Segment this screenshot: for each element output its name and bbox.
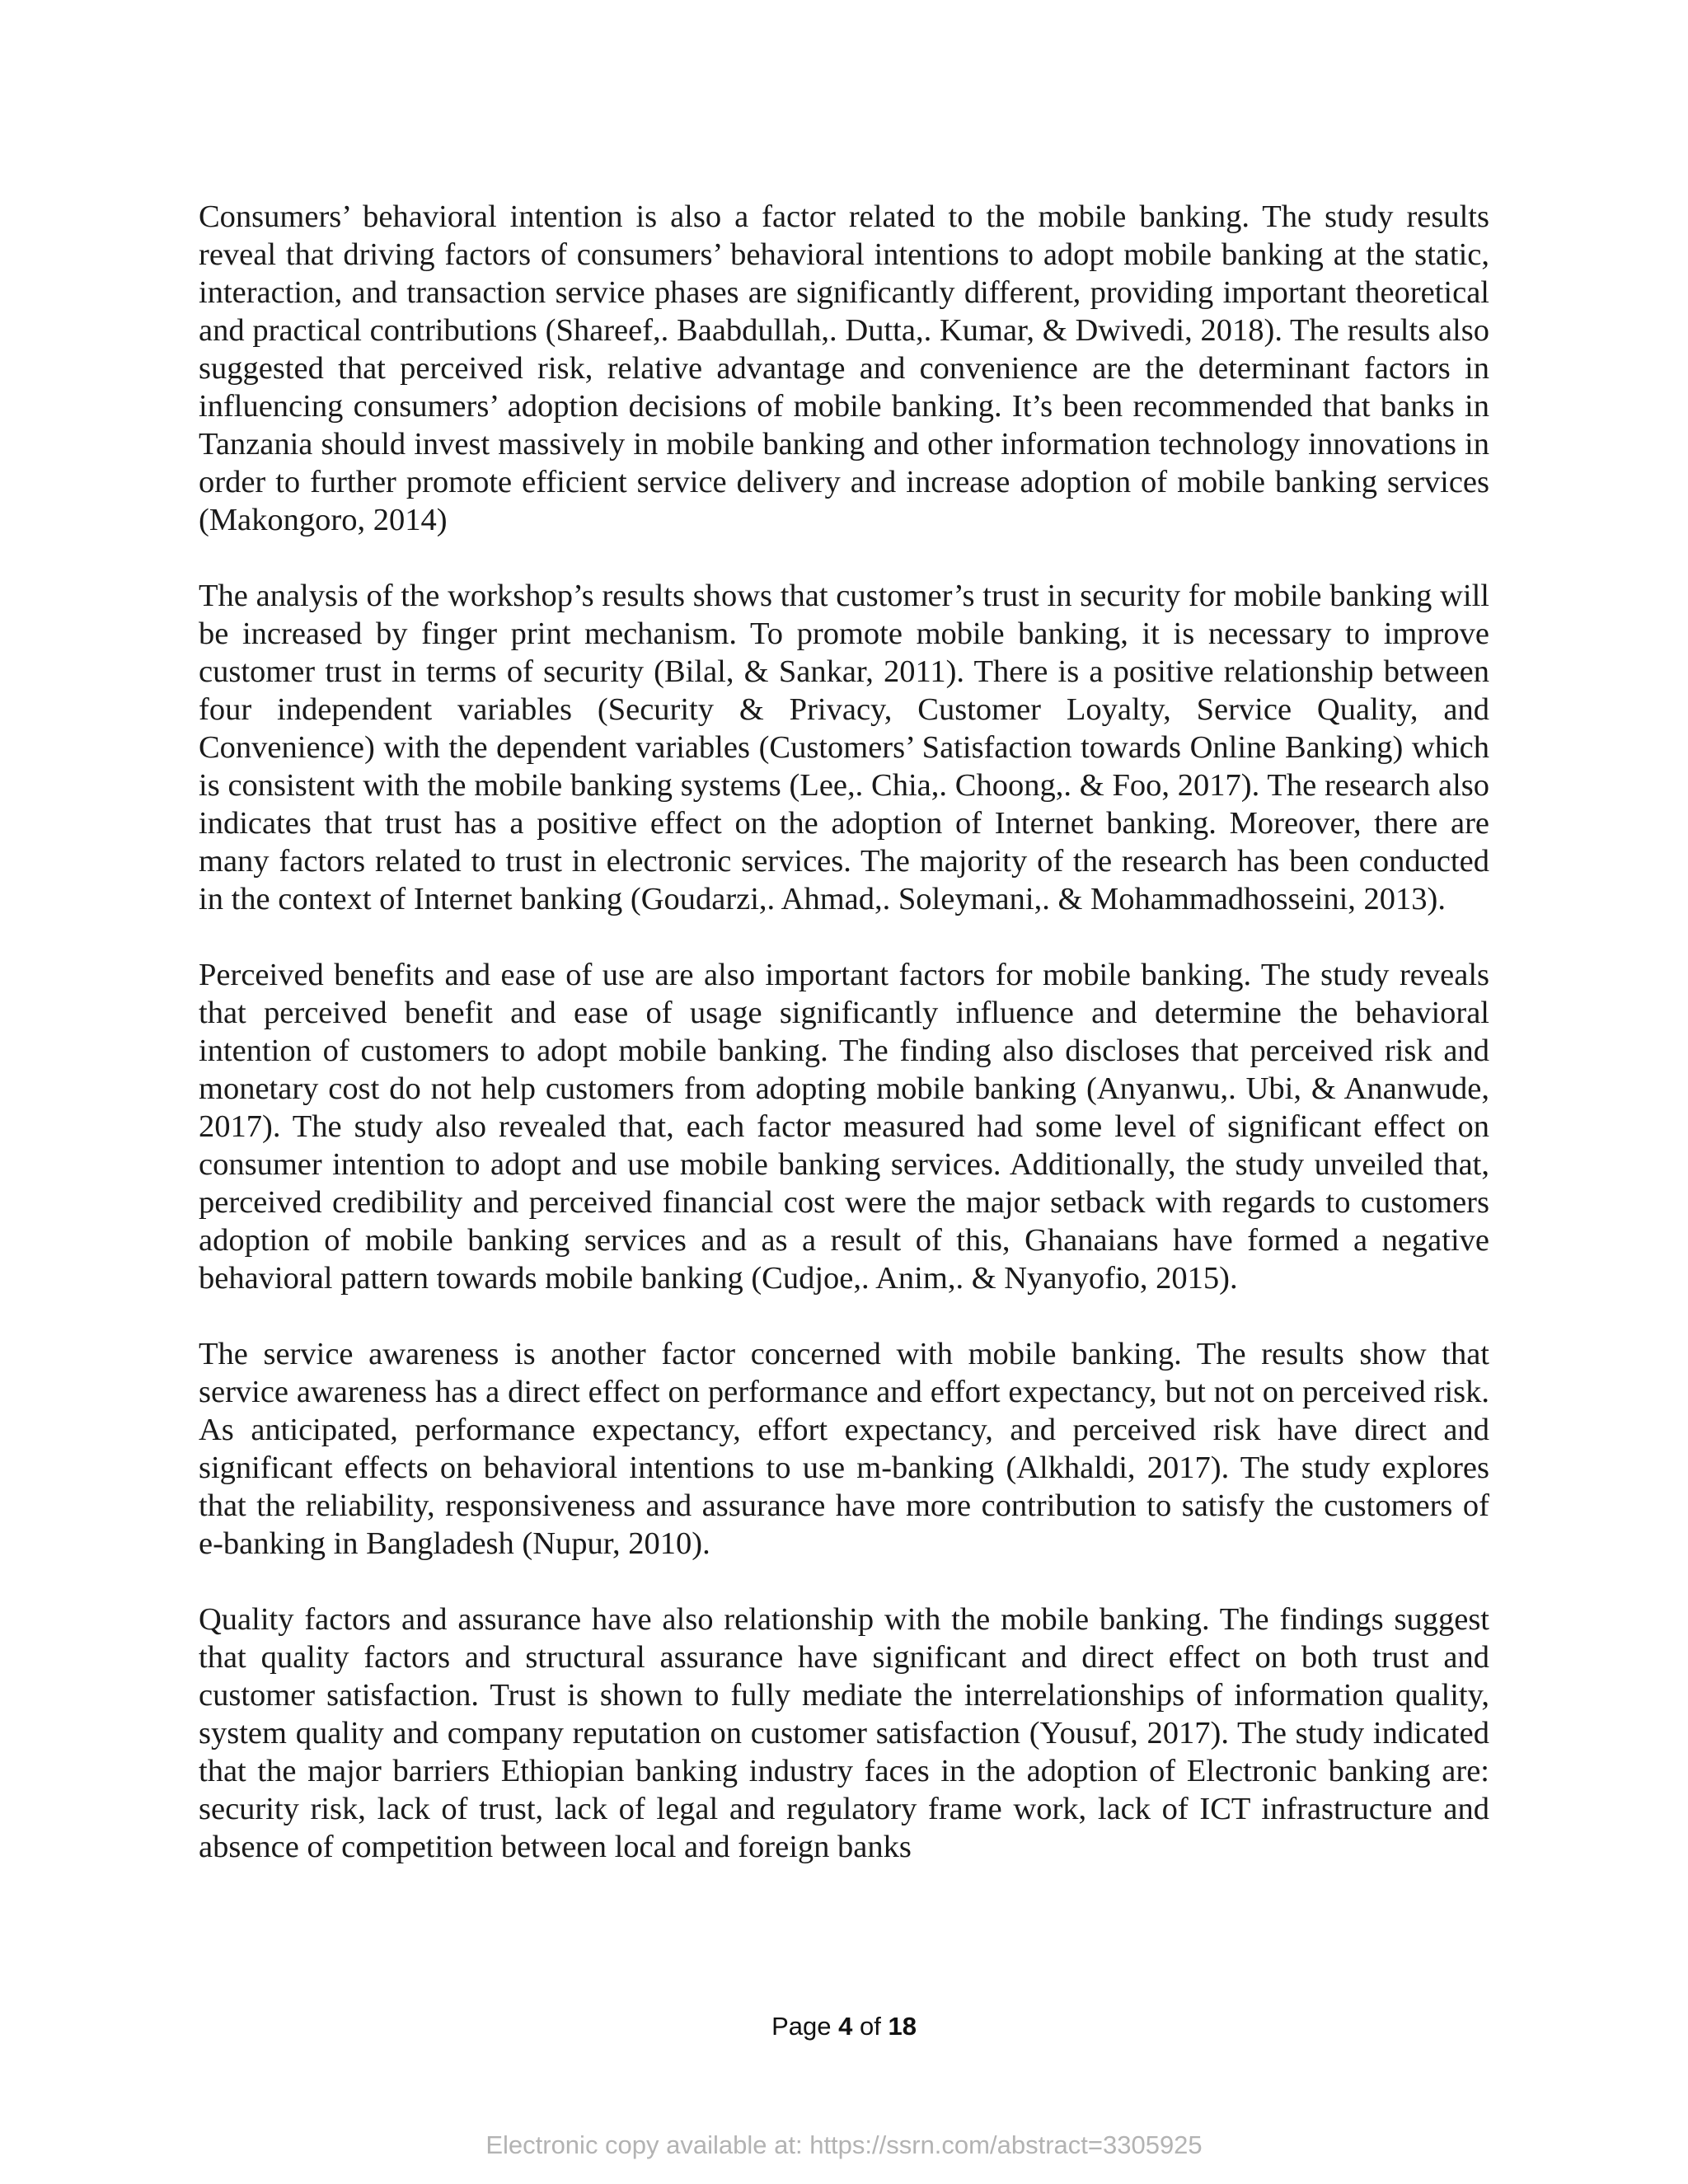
of-label: of	[859, 2012, 881, 2041]
current-page-number: 4	[838, 2012, 853, 2041]
ssrn-notice: Electronic copy available at: https://ssrn.com/abstract=3305925	[485, 2130, 1203, 2159]
paragraph-service-awareness: The service awareness is another factor concerned with mobile banking. The results show that service awareness has a direct effect on performance and effort expectancy, but not on perceived risk. As anticipated, performance expectancy, effort expectancy, and perceived risk have direct and significant effects on behavioral intentions to use m-banking (Alkhaldi, 2017). The study explores that the reliability, responsiveness and assurance have more contribution to satisfy the customers of e-banking in Bangladesh (Nupur, 2010).	[199, 1337, 1489, 1561]
page-number-footer	[0, 2012, 1688, 2041]
total-page-count: 18	[888, 2012, 917, 2041]
paragraph-consumer-intention: Consumers’ behavioral intention is also a factor related to the mobile banking. The study results reveal that driving factors of consumers’ behavioral intentions to adopt mobile banking at the static, interaction, and transaction service phases are significantly different, providing important theoretical and practical contributions (Shareef,. Baabdullah,. Dutta,. Kumar, & Dwivedi, 2018). The results also suggested that perceived risk, relative advantage and convenience are the determinant factors in influencing consumers’ adoption decisions of mobile banking. It’s been recommended that banks in Tanzania should invest massively in mobile banking and other information technology innovations in order to further promote efficient service delivery and increase adoption of mobile banking services (Makongoro, 2014)	[199, 199, 1489, 537]
paragraph-benefits-ease-of-use: Perceived benefits and ease of use are also important factors for mobile banking. The study reveals that perceived benefit and ease of usage significantly influence and determine the behavioral intention of customers to adopt mobile banking. The finding also discloses that perceived risk and monetary cost do not help customers from adopting mobile banking (Anyanwu,. Ubi, & Ananwude, 2017). The study also revealed that, each factor measured had some level of significant effect on consumer intention to adopt and use mobile banking services. Additionally, the study unveiled that, perceived credibility and perceived financial cost were the major setback with regards to customers adoption of mobile banking services and as a result of this, Ghanaians have formed a negative behavioral pattern towards mobile banking (Cudjoe,. Anim,. & Nyanyofio, 2015).	[199, 958, 1489, 1296]
body-text	[199, 198, 1489, 1866]
paragraph-quality-assurance: Quality factors and assurance have also relationship with the mobile banking. The findings suggest that quality factors and structural assurance have significant and direct effect on both trust and customer satisfaction. Trust is shown to fully mediate the interrelationships of information quality, system quality and company reputation on customer satisfaction (Yousuf, 2017). The study indicated that the major barriers Ethiopian banking industry faces in the adoption of Electronic banking are: security risk, lack of trust, lack of legal and regulatory frame work, lack of ICT infrastructure and absence of competition between local and foreign banks	[199, 1602, 1489, 1864]
paragraph-trust-security: The analysis of the workshop’s results shows that customer’s trust in security for mobile banking will be increased by finger print mechanism. To promote mobile banking, it is necessary to improve customer trust in terms of security (Bilal, & Sankar, 2011). There is a positive relationship between four independent variables (Security & Privacy, Customer Loyalty, Service Quality, and Convenience) with the dependent variables (Customers’ Satisfaction towards Online Banking) which is consistent with the mobile banking systems (Lee,. Chia,. Choong,. & Foo, 2017). The research also indicates that trust has a positive effect on the adoption of Internet banking. Moreover, there are many factors related to trust in electronic services. The majority of the research has been conducted in the context of Internet banking (Goudarzi,. Ahmad,. Soleymani,. & Mohammadhosseini, 2013).	[199, 579, 1489, 916]
page-prefix: Page	[771, 2012, 832, 2041]
